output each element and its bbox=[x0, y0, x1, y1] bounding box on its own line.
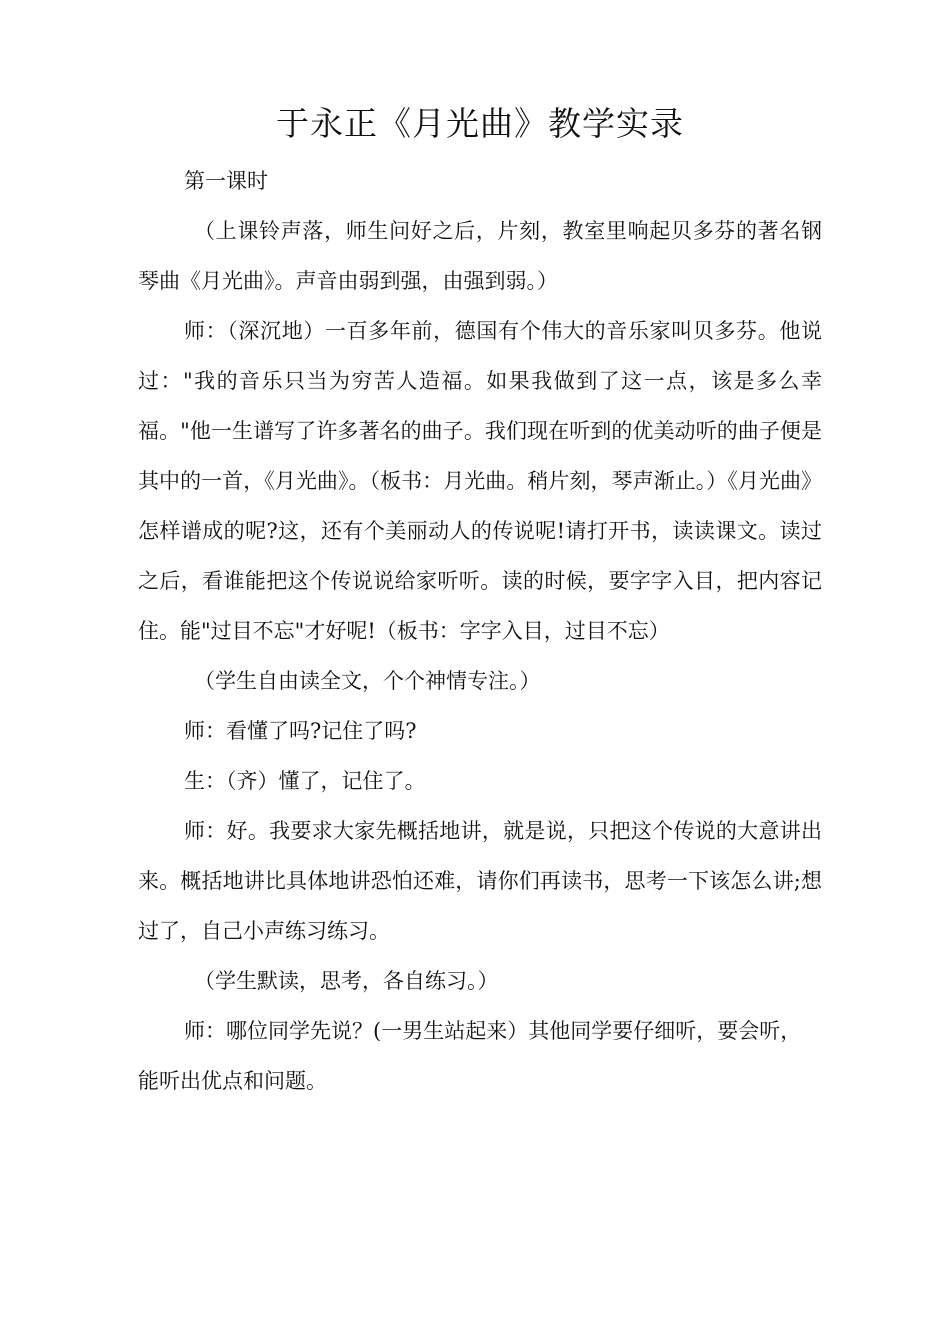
teacher-paragraph: 师：哪位同学先说？(一男生站起来）其他同学要仔细听，要会听， bbox=[184, 1019, 802, 1043]
document-page bbox=[138, 98, 822, 1106]
student-paragraph: 生：（齐）懂了，记住了。 bbox=[184, 769, 426, 793]
lesson-heading: 第一课时 bbox=[184, 169, 268, 193]
stage-direction-paragraph: （学生默读，思考，各自练习。） bbox=[194, 969, 499, 993]
teacher-paragraph: 师：好。我要求大家先概括地讲，就是说，只把这个传说的大意讲出来。概括地讲比具体地讲恐怕还难，请你们再读书，思考一下该怎么讲;想过了，自己小声练习练习。 bbox=[138, 819, 822, 943]
stage-direction-paragraph: （学生自由读全文，个个神情专注。） bbox=[194, 669, 541, 693]
teacher-paragraph: 师：（深沉地）一百多年前，德国有个伟大的音乐家叫贝多芬。他说过："我的音乐只当为穷苦人造福。如果我做到了这一点，该是多么幸福。"他一生谱写了许多著名的曲子。我们现在听到的优美动听的曲子便是其中的一首，《月光曲》。（板书：月光曲。稍片刻，琴声渐止。）《月光曲》怎样谱成的呢?这，还有个美丽动人的传说呢!请打开书，读读课文。读过之后，看谁能把这个传说说给家听听。读的时候，要字字入目，把内容记住。能"过目不忘"才好呢!（板书：字字入目，过目不忘） bbox=[138, 319, 822, 643]
stage-direction-paragraph: （上课铃声落，师生问好之后，片刻，教室里响起贝多芬的著名钢琴曲《月光曲》。声音由弱到强，由强到弱。） bbox=[138, 219, 822, 293]
continuation-paragraph: 能听出优点和问题。 bbox=[138, 1069, 327, 1093]
teacher-paragraph: 师：看懂了吗?记住了吗? bbox=[184, 719, 417, 743]
document-title: 于永正《月光曲》教学实录 bbox=[276, 104, 684, 143]
